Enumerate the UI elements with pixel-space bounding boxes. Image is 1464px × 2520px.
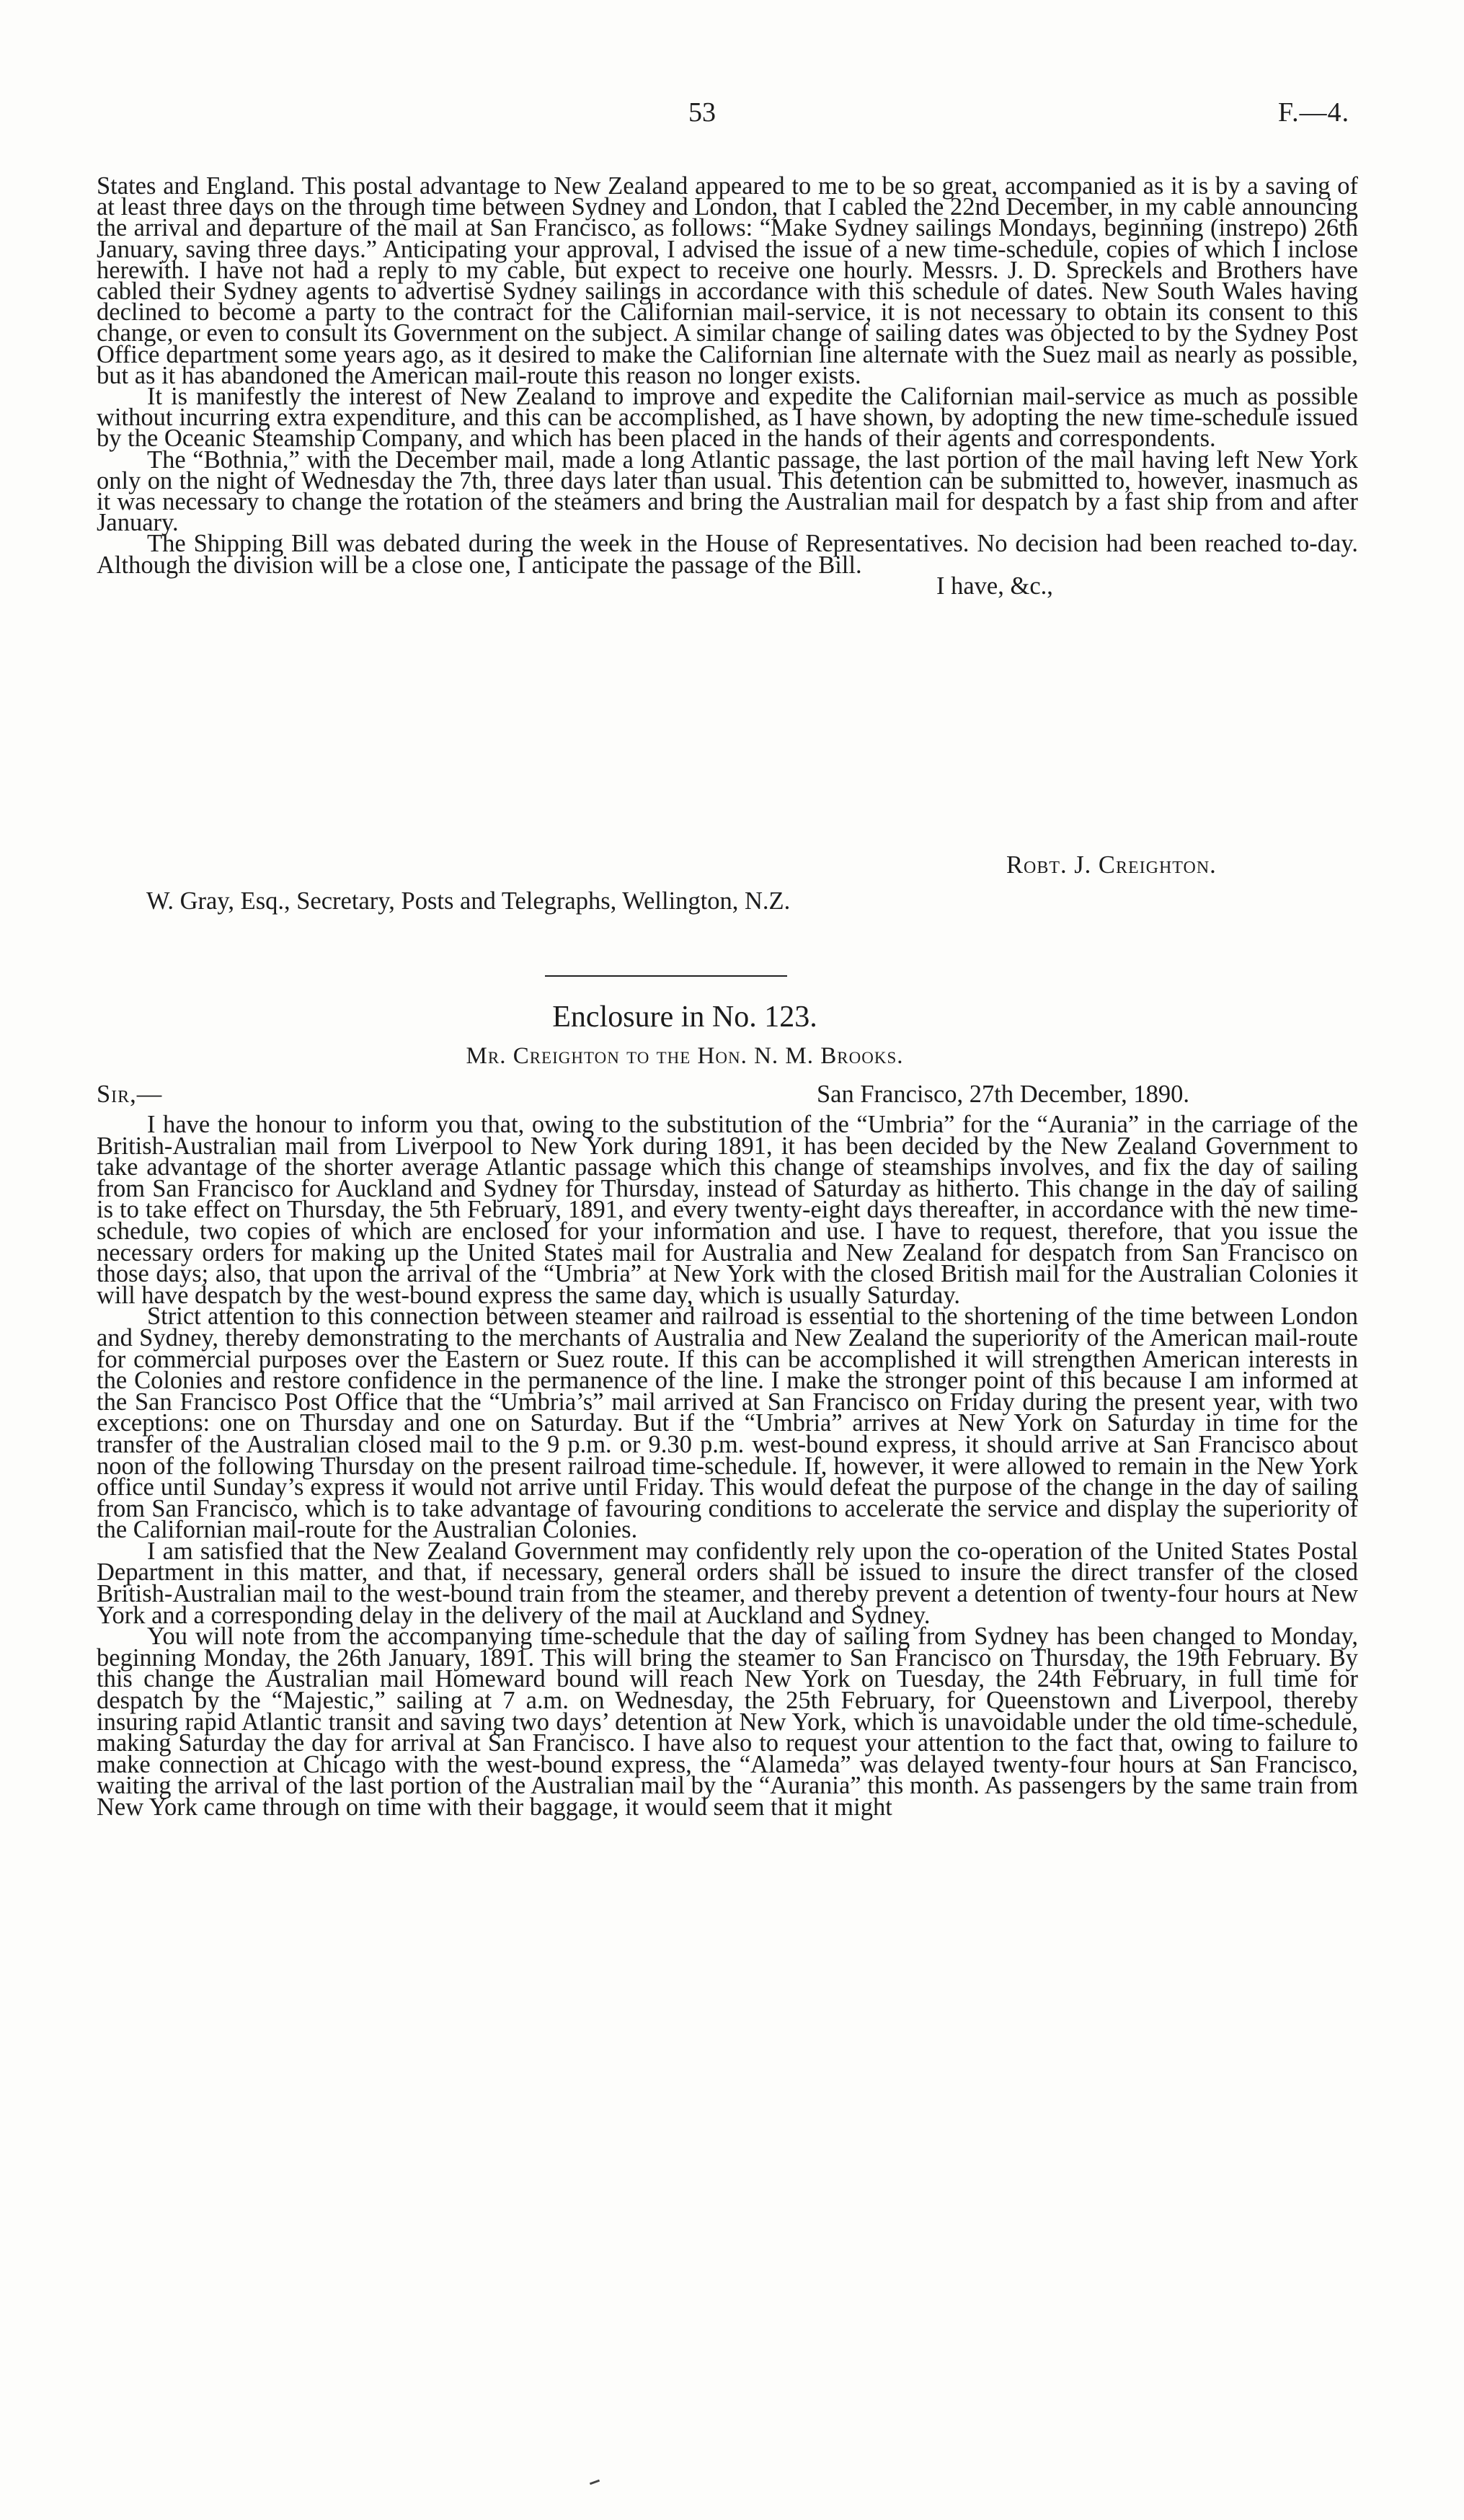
addressee: W. Gray, Esq., Secretary, Posts and Telegraphs, Wellington, N.Z. bbox=[146, 887, 791, 915]
section-divider bbox=[545, 975, 787, 977]
enclosure-title: Enclosure in No. 123. bbox=[552, 1001, 817, 1034]
letter-paragraph: States and England. This postal advantage to New Zealand appeared to me to be so great, accompanied as it is by a saving of at least three days on the through time between Sydney and London, that I cabled the 22nd December, in my cable announcing the arrival and departure of the mail at San Francisco, as follows: “Make Sydney sailings Mondays, beginning (instrepo) 26th January, saving three days.” Anticipating your approval, I advised the issue of a new time-schedule, copies of which I inclose herewith. I have not had a reply to my cable, but expect to receive one hourly. Messrs. J. D. Spreckels and Brothers have cabled their Sydney agents to advertise Sydney sailings in accordance with this schedule of dates. New South Wales having declined to become a party to the contract for the Californian mail-service, it is not necessary to obtain its consent to this change, or even to consult its Government on the subject. A similar change of sailing dates was objected to by the Sydney Post Office department some years ago, as it desired to make the Californian line alternate with the Suez mail as nearly as possible, but as it has abandoned the American mail-route this reason no longer exists. bbox=[97, 172, 1358, 389]
print-speck bbox=[590, 2480, 600, 2485]
enclosure-paragraph: You will note from the accompanying time-schedule that the day of sailing from Sydney has been changed to Monday, beginning Monday, the 26th January, 1891. This will bring the steamer to San Francisco on Thursday, the 19th February. By this change the Australian mail Homeward bound will reach New York on Tuesday, the 24th February, in full time for despatch by the “Majestic,” sailing at 7 a.m. on Wednesday, the 25th February, for Queenstown and Liverpool, thereby insuring rapid Atlantic transit and saving two days’ detention at New York, which is unavoidable under the old time-schedule, making Saturday the day for arrival at San Francisco. I have also to request your attention to the fact that, owing to failure to make connection at Chicago with the west-bound express, the “Alameda” was delayed twenty-four hours at San Francisco, waiting the arrival of the last portion of the Australian mail by the “Aurania” this month. As passengers by the same train from New York came through on time with their baggage, it would seem that it might bbox=[97, 1623, 1358, 1821]
signature: Robt. J. Creighton. bbox=[1006, 851, 1217, 879]
enclosure-body bbox=[97, 1111, 1358, 1821]
document-reference: F.—4. bbox=[1278, 97, 1350, 128]
enclosure-paragraph: I am satisfied that the New Zealand Government may confidently rely upon the co-operation of the United States Postal Department in this matter, and that, if necessary, general orders shall be issued to insure the direct transfer of the closed British-Australian mail to the west-bound train from the steamer, and thereby prevent a detention of twenty-four hours at New York and a corresponding delay in the delivery of the mail at Auckland and Sydney. bbox=[97, 1537, 1358, 1629]
enclosure-paragraph: I have the honour to inform you that, owing to the substitution of the “Umbria” for the “Aurania” in the carriage of the British-Australian mail from Liverpool to New York during 1891, it has been decided by the New Zealand Government to take advantage of the shorter average Atlantic passage which this change of steamships involves, and fix the day of sailing from San Francisco for Auckland and Sydney for Thursday, instead of Saturday as hitherto. This change in the day of sailing is to take effect on Thursday, the 5th February, 1891, and every twenty-eight days thereafter, in accordance with the new time-schedule, two copies of which are enclosed for your information and use. I have to request, therefore, that you issue the necessary orders for making up the United States mail for Australia and New Zealand for despatch from San Francisco on those days; also, that upon the arrival of the “Umbria” at New York with the closed British mail for the Australian Colonies it will have despatch by the west-bound express the same day, which is usually Saturday. bbox=[97, 1111, 1358, 1309]
salutation: Sir,— bbox=[97, 1081, 163, 1108]
place-and-date: San Francisco, 27th December, 1890. bbox=[817, 1081, 1189, 1108]
enclosure-paragraph: Strict attention to this connection between steamer and railroad is essential to the shortening of the time between London and Sydney, thereby demonstrating to the merchants of Australia and New Zealand the superiority of the American mail-route for commercial purposes over the Eastern or Suez route. If this can be accomplished it will strengthen American interests in the Colonies and restore confidence in the permanence of the line. I make the stronger point of this because I am informed at the San Francisco Post Office that the “Umbria’s” mail arrived at San Francisco on Friday during the present year, with two exceptions: one on Thursday and one on Saturday. But if the “Umbria” arrives at New York on Saturday in time for the transfer of the Australian closed mail to the 9 p.m. or 9.30 p.m. west-bound express, it should arrive at San Francisco about noon of the following Thursday on the present railroad time-schedule. If, however, it were allowed to remain in the New York office until Sunday’s express it would not arrive until Friday. This would defeat the purpose of the change in the day of sailing from San Francisco, which is to take advantage of favouring conditions to accelerate the service and display the superiority of the Californian mail-route for the Australian Colonies. bbox=[97, 1303, 1358, 1544]
letter-closing: I have, &c., bbox=[936, 572, 1053, 600]
page-number: 53 bbox=[688, 97, 716, 128]
letter-body bbox=[97, 172, 1358, 600]
page-header bbox=[0, 97, 1464, 133]
enclosure-from-to: Mr. Creighton to the Hon. N. M. Brooks. bbox=[466, 1043, 904, 1069]
letter-paragraph: The Shipping Bill was debated during the week in the House of Representatives. No decision had been reached to-day. Although the division will be a close one, I anticipate the passage of the Bill. bbox=[97, 530, 1358, 579]
letter-paragraph: The “Bothnia,” with the December mail, made a long Atlantic passage, the last portion of the mail having left New York only on the night of Wednesday the 7th, three days later than usual. This detention can be submitted to, however, inasmuch as it was necessary to change the rotation of the steamers and bring the Australian mail for despatch by a fast ship from and after January. bbox=[97, 445, 1358, 537]
letter-paragraph: It is manifestly the interest of New Zealand to improve and expedite the Californian mail-service as much as possible without incurring extra expenditure, and this can be accomplished, as I have shown, by adopting the new time-schedule issued by the Oceanic Steamship Company, and which has been placed in the hands of their agents and correspondents. bbox=[97, 383, 1358, 453]
